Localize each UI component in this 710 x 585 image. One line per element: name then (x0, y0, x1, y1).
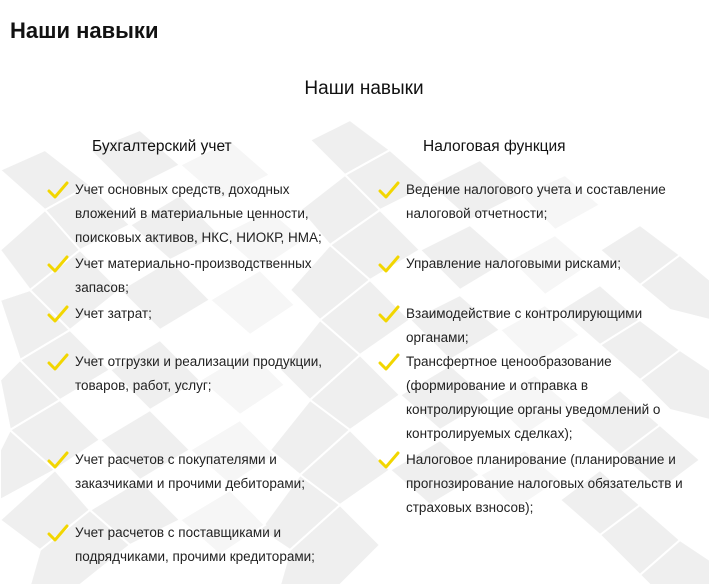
column-title-accounting: Бухгалтерский учет (92, 138, 232, 155)
checkmark-icon (47, 304, 69, 324)
list-item-text: Учет затрат; (75, 306, 152, 321)
list-item-text: Учет основных средств, доходных вложений в материальные ценности, поисковых активов, НКС, НИОКР, НМА; (75, 182, 322, 245)
list-item (75, 178, 340, 250)
list-item (406, 448, 696, 520)
checkmark-icon (47, 180, 69, 200)
checkmark-icon (378, 450, 400, 470)
list-item-text: Налоговое планирование (планирование и прогнозирование налоговых обязательств и страховых взносов); (406, 452, 683, 515)
list-item (406, 302, 676, 350)
list-item (406, 178, 696, 226)
list-item (75, 521, 340, 569)
list-item (75, 448, 340, 496)
checkmark-icon (47, 352, 69, 372)
checkmark-icon (378, 180, 400, 200)
list-item (406, 252, 696, 276)
checkmark-icon (47, 450, 69, 470)
list-item-text: Ведение налогового учета и составление налоговой отчетности; (406, 182, 666, 221)
list-item-text: Учет расчетов с покупателями и заказчиками и прочими дебиторами; (75, 452, 305, 491)
list-item-text: Учет отгрузки и реализации продукции, товаров, работ, услуг; (75, 354, 323, 393)
checkmark-icon (378, 352, 400, 372)
list-item-text: Учет материально-производственных запасов; (75, 256, 312, 295)
list-item-text: Взаимодействие с контролирующими органами; (406, 306, 643, 345)
list-item-text: Управление налоговыми рисками; (406, 256, 621, 271)
list-item (75, 302, 340, 326)
checkmark-icon (47, 523, 69, 543)
list-item-text: Учет расчетов с поставщиками и подрядчиками, прочими кредиторами; (75, 525, 315, 564)
list-item-text: Трансфертное ценообразование (формирование и отправка в контролирующие органы уведомлений о контролируемых сделках); (406, 354, 661, 441)
list-item (406, 350, 696, 446)
page-heading: Наши навыки (10, 18, 159, 43)
section-title: Наши навыки (304, 78, 424, 99)
checkmark-icon (378, 254, 400, 274)
checkmark-icon (378, 304, 400, 324)
list-item (75, 252, 340, 300)
list-item (75, 350, 340, 398)
checkmark-icon (47, 254, 69, 274)
column-title-tax: Налоговая функция (423, 138, 566, 155)
